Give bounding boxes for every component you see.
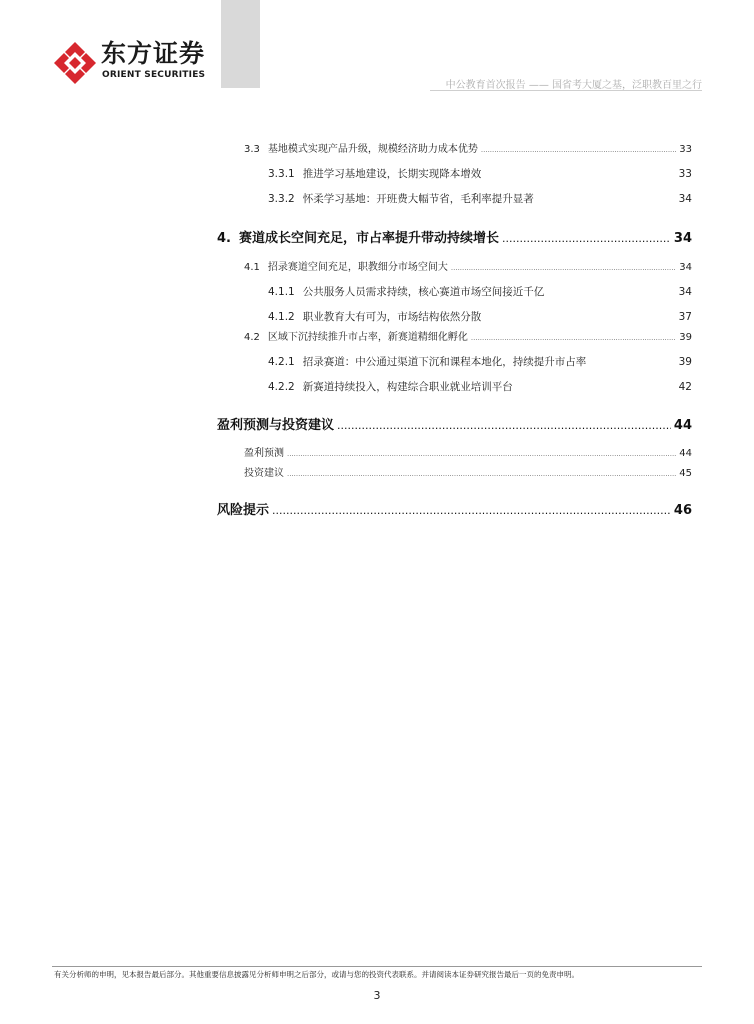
toc-title: 区域下沉持续推升市占率，新赛道精细化孵化 xyxy=(267,332,468,343)
toc-entry[interactable] xyxy=(268,166,692,181)
toc-title: 风险提示 xyxy=(217,503,270,518)
toc-title: 职业教育大有可为，市场结构依然分散 xyxy=(302,311,482,323)
toc-title: 基地模式实现产品升级，规模经济助力成本优势 xyxy=(267,144,478,155)
toc-entry[interactable] xyxy=(217,414,692,433)
toc-entry[interactable] xyxy=(244,328,692,343)
toc-leader xyxy=(481,146,676,154)
toc-number: 4.1 xyxy=(244,262,260,273)
toc-title: 盈利预测与投资建议 xyxy=(217,418,335,433)
toc-entry[interactable] xyxy=(244,464,692,479)
toc-number: 4. xyxy=(217,231,231,246)
toc-number: 4.1.2 xyxy=(268,311,295,323)
toc-page: 34 xyxy=(673,231,692,246)
toc-leader xyxy=(471,334,676,342)
report-title: 中公教育首次报告 —— 国省考大厦之基，泛职教百里之行 xyxy=(445,80,702,91)
toc-page: 39 xyxy=(679,332,692,343)
toc-title: 赛道成长空间充足，市占率提升带动持续增长 xyxy=(238,231,499,246)
toc-title: 投资建议 xyxy=(244,468,284,479)
toc-entry[interactable] xyxy=(268,284,692,299)
toc-number: 3.3 xyxy=(244,144,260,155)
toc-page: 39 xyxy=(678,356,692,368)
toc-title: 新赛道持续投入，构建综合职业就业培训平台 xyxy=(302,381,513,393)
toc-leader xyxy=(287,470,676,478)
toc-page: 34 xyxy=(678,193,692,205)
toc-number: 4.2.2 xyxy=(268,381,295,393)
toc-page: 44 xyxy=(679,448,692,459)
toc-entry[interactable] xyxy=(217,227,692,246)
toc-number: 3.3.2 xyxy=(268,193,295,205)
toc-entry[interactable] xyxy=(244,140,692,155)
toc-entry[interactable] xyxy=(244,258,692,273)
toc-entry[interactable] xyxy=(217,499,692,518)
toc-number: 3.3.1 xyxy=(268,168,295,180)
toc-leader xyxy=(451,264,676,272)
toc-page: 34 xyxy=(679,262,692,273)
toc-title: 怀柔学习基地：开班费大幅节省，毛利率提升显著 xyxy=(302,193,534,205)
toc-leader xyxy=(337,419,671,432)
header-grey-bar xyxy=(221,0,260,88)
toc-entry[interactable] xyxy=(268,191,692,206)
toc-page: 45 xyxy=(679,468,692,479)
toc-page: 44 xyxy=(673,418,692,433)
toc-page: 37 xyxy=(678,311,692,323)
logo-english-name: ORIENT SECURITIES xyxy=(102,70,206,80)
header-divider xyxy=(430,90,702,91)
orient-securities-logo-icon xyxy=(52,40,98,90)
toc-page: 34 xyxy=(678,286,692,298)
toc-title: 盈利预测 xyxy=(244,448,284,459)
toc-title: 招录赛道：中公通过渠道下沉和课程本地化，持续提升市占率 xyxy=(302,356,587,368)
toc-page: 33 xyxy=(678,168,692,180)
toc-title: 推进学习基地建设，长期实现降本增效 xyxy=(302,168,482,180)
toc-title: 公共服务人员需求持续，核心赛道市场空间接近千亿 xyxy=(302,286,545,298)
toc-number: 4.2.1 xyxy=(268,356,295,368)
toc-number: 4.1.1 xyxy=(268,286,295,298)
toc-title: 招录赛道空间充足，职教细分市场空间大 xyxy=(267,262,448,273)
page-number: 3 xyxy=(373,989,381,1002)
toc-page: 46 xyxy=(673,503,692,518)
toc-leader xyxy=(272,504,671,517)
toc-leader xyxy=(287,450,676,458)
toc-leader xyxy=(502,232,671,245)
footer-divider xyxy=(52,966,702,967)
toc-entry[interactable] xyxy=(268,354,692,369)
toc-entry[interactable] xyxy=(244,444,692,459)
toc-number: 4.2 xyxy=(244,332,260,343)
toc-page: 33 xyxy=(679,144,692,155)
toc-entry[interactable] xyxy=(268,379,692,394)
footer-disclaimer: 有关分析师的申明，见本报告最后部分。其他重要信息披露见分析师申明之后部分，或请与您的投资代表联系。并请阅读本证券研究报告最后一页的免责申明。 xyxy=(54,970,579,979)
logo-chinese-name: 东方证券 xyxy=(101,39,206,68)
toc-page: 42 xyxy=(678,381,692,393)
toc-entry[interactable] xyxy=(268,309,692,324)
